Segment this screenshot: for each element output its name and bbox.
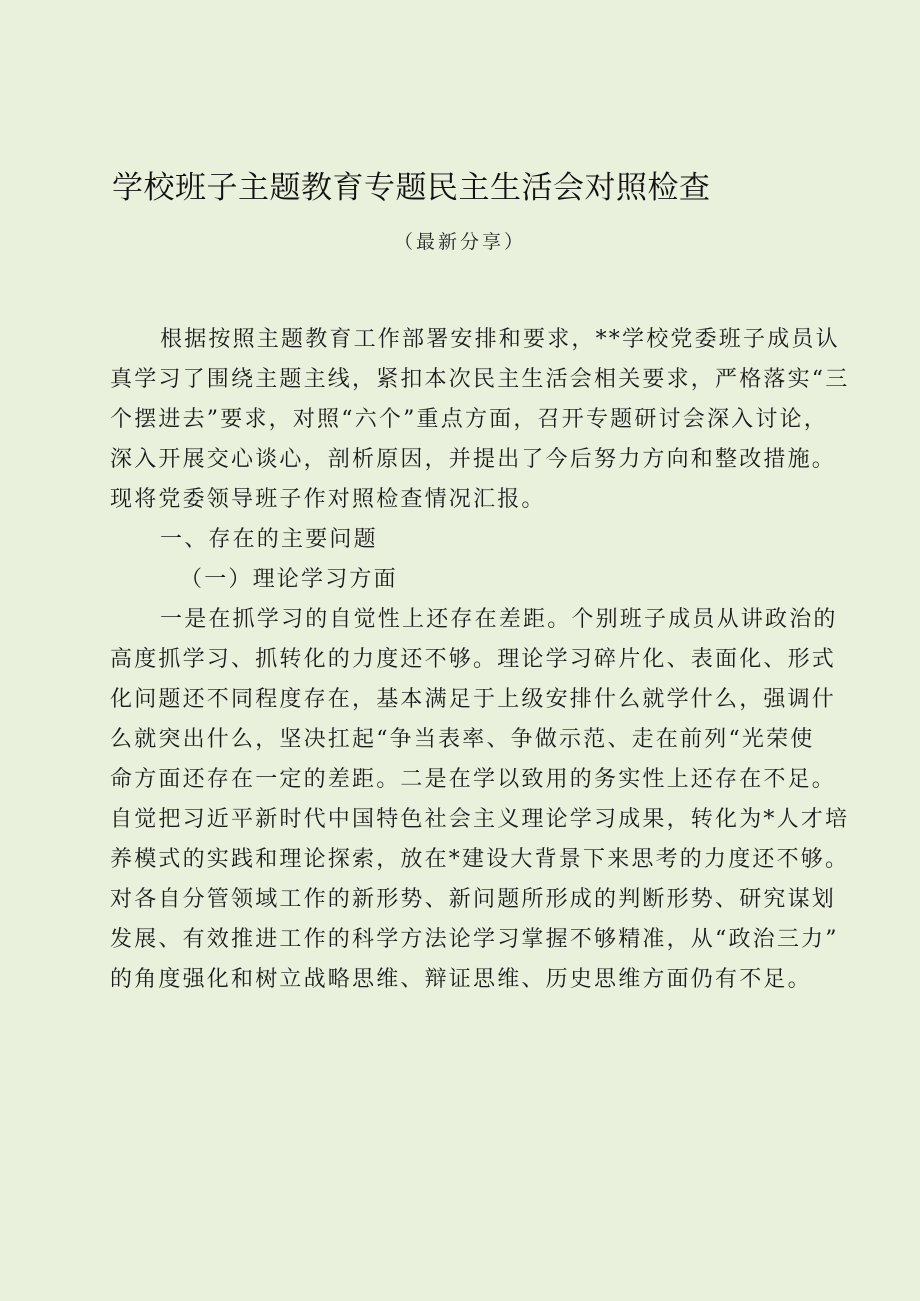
paragraph-line: 养模式的实践和理论探索，放在*建设大背景下来思考的力度还不够。 xyxy=(110,847,850,872)
paragraph-line: 深入开展交心谈心，剖析原因，并提出了今后努力方向和整改措施。 xyxy=(110,447,837,472)
paragraph-line: 真学习了围绕主题主线，紧扣本次民主生活会相关要求，严格落实“三 xyxy=(110,367,850,392)
paragraph-line: 么就突出什么，坚决扛起“争当表率、争做示范、走在前列“光荣使 xyxy=(110,727,815,752)
document-body xyxy=(110,320,850,1000)
section-heading: 一、存在的主要问题 xyxy=(160,527,378,552)
document-title: 学校班子主题教育专题民主生活会对照检查 xyxy=(112,170,711,206)
paragraph-line: 根据按照主题教育工作部署安排和要求，**学校党委班子成员认 xyxy=(160,327,840,352)
subsection-heading: （一）理论学习方面 xyxy=(180,567,398,592)
paragraph-line: 自觉把习近平新时代中国特色社会主义理论学习成果，转化为*人才培 xyxy=(110,807,850,832)
paragraph-line: 个摆进去”要求，对照“六个”重点方面，召开专题研讨会深入讨论， xyxy=(110,407,828,432)
document-subtitle: （最新分享） xyxy=(393,231,526,253)
paragraph-line: 发展、有效推进工作的科学方法论学习掌握不够精准，从“政治三力” xyxy=(110,927,839,952)
paragraph-line: 一是在抓学习的自觉性上还存在差距。个别班子成员从讲政治的 xyxy=(160,607,838,632)
paragraph-line: 化问题还不同程度存在，基本满足于上级安排什么就学什么，强调什 xyxy=(110,687,837,712)
paragraph-line: 命方面还存在一定的差距。二是在学以致用的务实性上还存在不足。 xyxy=(110,767,837,792)
paragraph-line: 对各自分管领域工作的新形势、新问题所形成的判断形势、研究谋划 xyxy=(110,887,837,912)
paragraph-line: 的角度强化和树立战略思维、辩证思维、历史思维方面仍有不足。 xyxy=(110,967,812,992)
paragraph-line: 高度抓学习、抓转化的力度还不够。理论学习碎片化、表面化、形式 xyxy=(110,647,837,672)
paragraph-line: 现将党委领导班子作对照检查情况汇报。 xyxy=(110,487,546,512)
